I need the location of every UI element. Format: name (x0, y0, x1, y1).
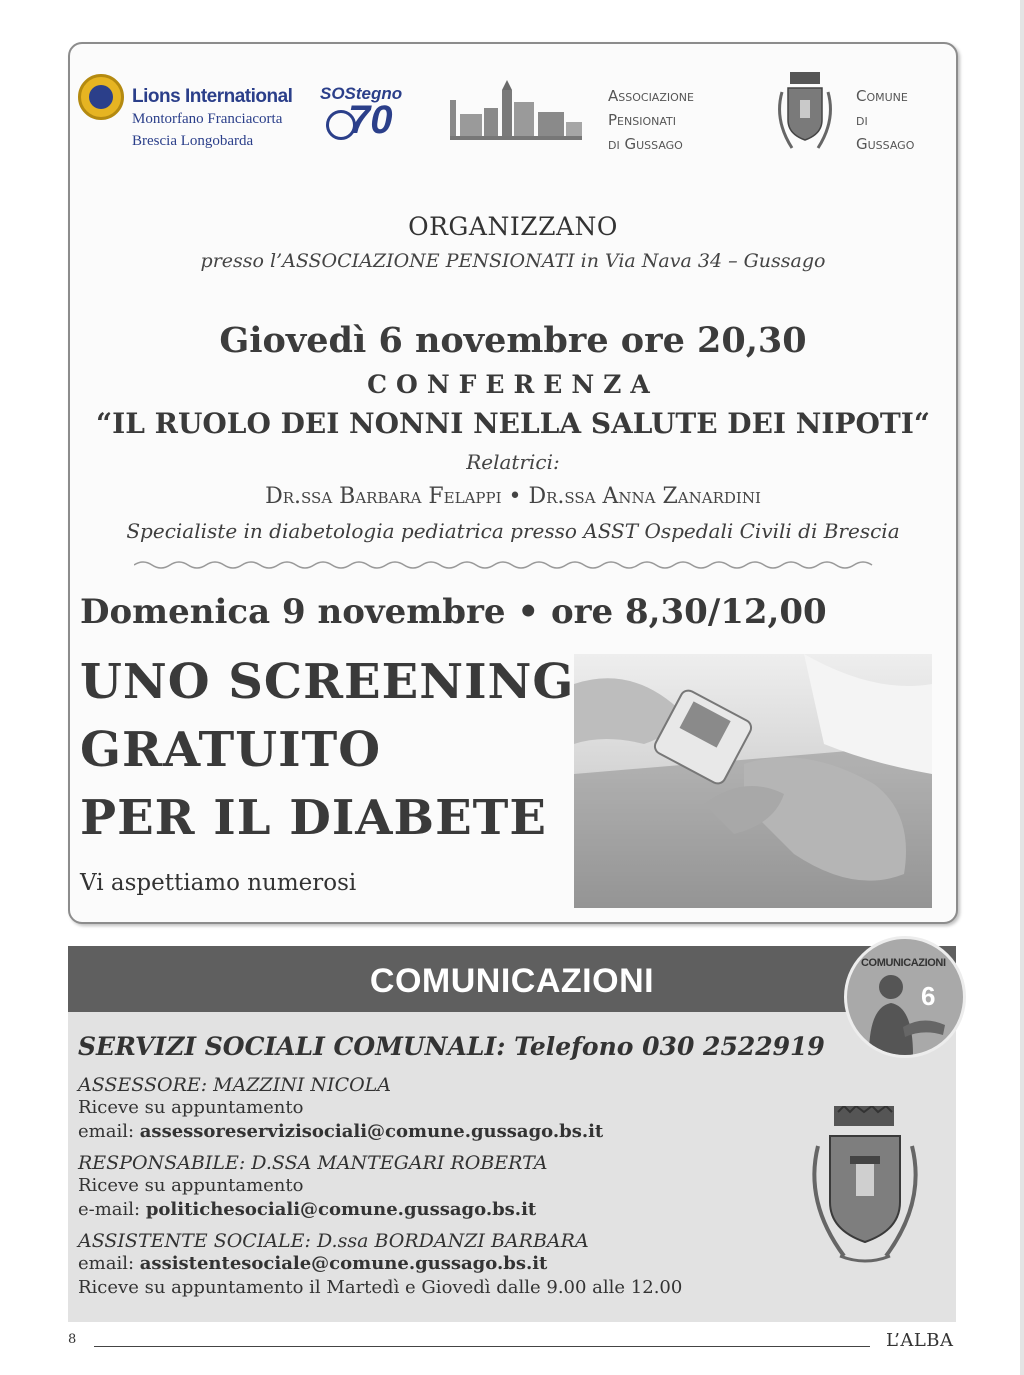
email-link[interactable]: politichesociali@comune.gussago.bs.it (145, 1199, 537, 1220)
glucose-test-photo (574, 654, 932, 908)
comunicazioni-title: COMUNICAZIONI (369, 962, 655, 1000)
conference-title: “IL RUOLO DEI NONNI NELLA SALUTE DEI NIPOTI“ (96, 407, 930, 440)
email-link[interactable]: assessoreservizisociali@comune.gussago.bs.it (139, 1121, 604, 1142)
email-label: email: (78, 1121, 140, 1142)
assoc-line-3: di Gussago (608, 135, 683, 153)
comune-line-2: di (856, 111, 868, 129)
lions-emblem-icon (78, 74, 124, 120)
comune-logo-text (856, 84, 914, 156)
page-number: 8 (68, 1332, 77, 1347)
sostegno-number: 70 (348, 98, 393, 142)
conference-label: CONFERENZA (367, 370, 659, 399)
venue-line: presso l’ASSOCIAZIONE PENSIONATI in Via Nava 34 – Gussago (200, 250, 826, 272)
castle-icon (450, 78, 582, 144)
screening-heading (80, 648, 574, 852)
logo-bar (70, 44, 956, 184)
crest-icon (772, 72, 838, 160)
screening-line-2: GRATUITO (80, 722, 382, 778)
contact-role: RESPONSABILE: D.SSA MANTEGARI ROBERTA (78, 1152, 548, 1174)
contact-email-line (78, 1198, 718, 1222)
lions-sub-1: Montorfano Franciacorta (132, 111, 283, 127)
speakers-specialization: Specialiste in diabetologia pediatrica presso ASST Ospedali Civili di Brescia (126, 519, 900, 543)
contact-info: Riceve su appuntamento (78, 1175, 304, 1196)
organizzano-heading: ORGANIZZANO (408, 212, 618, 241)
screening-date: Domenica 9 novembre • ore 8,30/12,00 (80, 592, 827, 632)
assoc-line-1: Associazione (608, 87, 694, 105)
conference-date: Giovedì 6 novembre ore 20,30 (219, 320, 807, 361)
event-box (68, 42, 958, 924)
contact-role: ASSESSORE: MAZZINI NICOLA (78, 1074, 392, 1096)
footer-rule (94, 1346, 870, 1347)
email-label: e-mail: (78, 1199, 146, 1220)
comune-line-1: Comune (856, 87, 908, 105)
comune-line-3: Gussago (856, 135, 915, 153)
invite-text: Vi aspettiamo numerosi (80, 870, 357, 896)
sostegno-text: SOStegno (320, 84, 403, 103)
email-label: email: (78, 1253, 140, 1274)
lions-logo-text (132, 86, 292, 152)
contact-email-line (78, 1252, 718, 1276)
sostegno-logo (320, 84, 415, 154)
badge-label: COMUNICAZIONI (861, 957, 946, 969)
contact-info: Riceve su appuntamento (78, 1097, 304, 1118)
face-icon (326, 110, 356, 140)
associazione-logo-text (608, 84, 694, 156)
screening-line-3: PER IL DIABETE (80, 790, 547, 846)
assoc-line-2: Pensionati (608, 111, 676, 129)
comunicazioni-header (68, 946, 956, 1012)
screening-line-1: UNO SCREENING (80, 654, 575, 710)
comunicazioni-badge (844, 936, 966, 1058)
servizi-sociali-phone: SERVIZI SOCIALI COMUNALI: Telefono 030 2522919 (78, 1032, 825, 1061)
badge-number: 6 (921, 981, 936, 1011)
comune-crest-icon (800, 1106, 930, 1266)
speakers-label: Relatrici: (466, 450, 560, 474)
lions-sub-2: Brescia Longobarda (132, 133, 254, 149)
lions-title: Lions International (132, 86, 293, 107)
comunicazioni-section (68, 946, 956, 1322)
contact-info: Riceve su appuntamento il Martedì e Giovedì dalle 9.00 alle 12.00 (78, 1277, 683, 1298)
wavy-divider (134, 558, 878, 572)
magazine-name: L’ALBA (886, 1330, 954, 1351)
speakers-names: Dr.ssa Barbara Felappi • Dr.ssa Anna Zanardini (265, 484, 761, 509)
email-link[interactable]: assistentesociale@comune.gussago.bs.it (139, 1253, 548, 1274)
contact-email-line (78, 1120, 718, 1144)
contact-role: ASSISTENTE SOCIALE: D.ssa BORDANZI BARBARA (78, 1230, 589, 1252)
contacts-list (78, 1074, 718, 1300)
